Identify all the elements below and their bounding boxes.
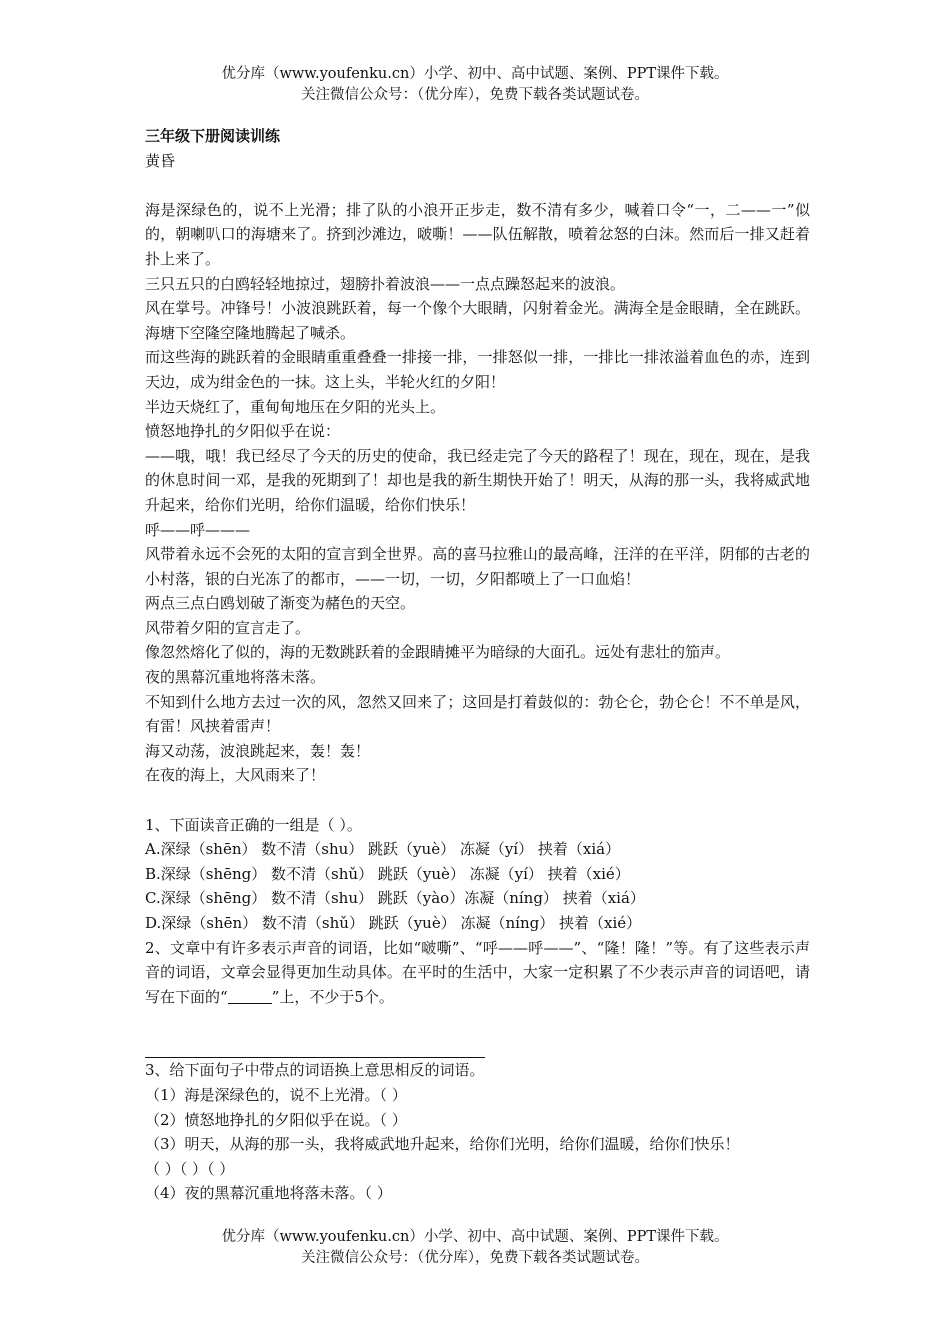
document-heading: 三年级下册阅读训练 (145, 127, 281, 145)
question-2-stem-a: 2、文章中有许多表示声音的词语，比如“啵嘶”、“呼——呼——”、“隆！隆！”等。有了这些表示声音的词语，文章会显得更加生动具体。在平时的生活中，大家一定积累了不少表示声音的词语吧，请写在下面的“ (145, 938, 810, 1006)
paragraph: 风带着夕阳的宣言走了。 (145, 618, 311, 637)
page-header (0, 64, 950, 106)
paragraph: ——哦，哦！我已经尽了今天的历史的使命，我已经走完了今天的路程了！现在，现在，现在，是我的休息时间一邓，是我的死期到了！却也是我的新生期快开始了！明天，从海的那一头，我将威武地升起来，给你们光明，给你们温暖，给你们快乐！ (145, 446, 810, 514)
document-body (145, 124, 810, 1206)
spacer (145, 1032, 810, 1055)
question-1 (145, 813, 810, 936)
option-b: B.深绿（shēng） 数不清（shǔ） 跳跃（yuè） 冻凝（yí） 挟着（xié） (145, 864, 630, 883)
question-3-item: （2）愤怒地挣扎的夕阳似乎在说。（ ） (145, 1110, 407, 1129)
option-d: D.深绿（shēn） 数不清（shǔ） 跳跃（yuè） 冻凝（níng） 挟着（xié） (145, 914, 642, 932)
question-3-item: （3）明天，从海的那一头，我将威武地升起来，给你们光明，给你们温暖，给你们快乐！ (145, 1135, 740, 1154)
question-2-stem-b: ”上，不少于5个。 (271, 987, 394, 1006)
footer-line-1: 优分库（www.youfenku.cn）小学、初中、高中试题、案例、PPT课件下载。 (221, 1229, 729, 1245)
question-3-item: （4）夜的黑幕沉重地将落未落。（ ） (145, 1184, 392, 1203)
paragraph: 风在掌号。冲锋号！小波浪跳跃着，每一个像个大眼睛，闪射着金光。满海全是金眼睛，全在跳跃。海塘下空隆空隆地腾起了喊杀。 (145, 299, 810, 342)
paragraph: 海又动荡，波浪跳起来，轰！轰！ (145, 741, 371, 760)
question-2 (145, 936, 810, 1010)
option-a: A.深绿（shēn） 数不清（shu） 跳跃（yuè） 冻凝（yí） 挟着（xiá） (145, 840, 621, 859)
paragraph: 在夜的海上，大风雨来了！ (145, 766, 326, 785)
question-3-item: （ ）（ ）（ ） (145, 1159, 235, 1178)
paragraph: 不知到什么地方去过一次的风，忽然又回来了；这回是打着鼓似的：勃仑仑，勃仑仑！不不单是风，有雷！风挟着雷声！ (145, 692, 810, 736)
question-3 (145, 1058, 810, 1206)
paragraph: 夜的黑幕沉重地将落未落。 (145, 668, 326, 687)
paragraph: 像忽然熔化了似的，海的无数跳跃着的金跟睛摊平为暗绿的大面孔。远处有悲壮的笳声。 (145, 643, 731, 662)
answer-blank (228, 988, 272, 1004)
paragraph: 两点三点白鸥划破了渐变为赭色的天空。 (145, 594, 416, 613)
footer-line-2: 关注微信公众号：（优分库），免费下载各类试题试卷。 (301, 1250, 649, 1266)
spacer (145, 788, 810, 813)
article-title: 黄昏 (145, 151, 176, 170)
paragraph: 海是深绿色的，说不上光滑；排了队的小浪开正步走，数不清有多少，喊着口令“一，二——一”似的，朝喇叭口的海塘来了。挤到沙滩边，啵嘶！——队伍解散，喷着忿怒的白沫。然而后一排又赶着扑上来了。 (145, 200, 810, 268)
paragraph: 三只五只的白鸥轻轻地掠过，翅膀扑着波浪——一点点躁怒起来的波浪。 (145, 274, 626, 293)
header-line-2: 关注微信公众号：（优分库），免费下载各类试题试卷。 (301, 87, 649, 103)
paragraph: 呼——呼——— (145, 520, 251, 539)
spacer (145, 173, 810, 198)
paragraph: 愤怒地挣扎的夕阳似乎在说： (145, 422, 341, 441)
paragraph: 而这些海的跳跃着的金眼睛重重叠叠一排接一排，一排怒似一排，一排比一排浓溢着血色的赤，连到天边，成为绀金色的一抹。这上头，半轮火红的夕阳！ (145, 348, 810, 391)
header-line-1: 优分库（www.youfenku.cn）小学、初中、高中试题、案例、PPT课件下载。 (221, 66, 729, 82)
option-c: C.深绿（shēng） 数不清（shu） 跳跃（yào）冻凝（níng） 挟着（xiá） (145, 889, 645, 908)
question-3-item: （1）海是深绿色的，说不上光滑。（ ） (145, 1085, 407, 1104)
spacer (145, 1009, 810, 1032)
page-footer (0, 1227, 950, 1269)
paragraph: 风带着永远不会死的太阳的宣言到全世界。高的喜马拉雅山的最高峰，汪洋的在平洋，阴郁的古老的小村落，银的白光冻了的都市，——一切，一切，夕阳都喷上了一口血焰！ (145, 545, 810, 588)
question-3-stem: 3、给下面句子中带点的词语换上意思相反的词语。 (145, 1061, 485, 1080)
question-1-stem: 1、下面读音正确的一组是（ ）。 (145, 815, 362, 834)
paragraph: 半边天烧红了，重甸甸地压在夕阳的光头上。 (145, 397, 446, 416)
